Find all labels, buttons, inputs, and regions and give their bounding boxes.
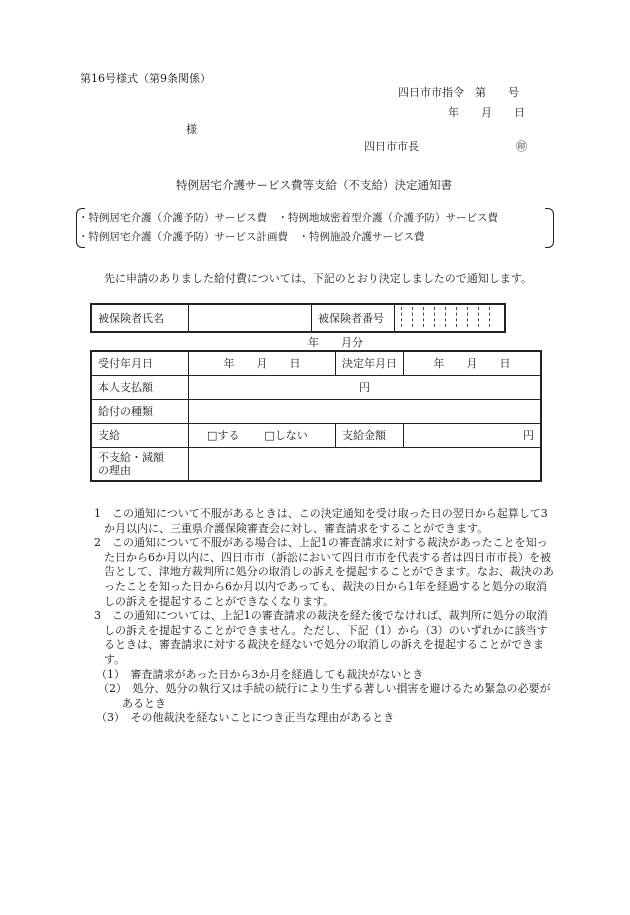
received-date-value[interactable]: 年 月 日: [189, 351, 336, 375]
subnote-3: （3） その他裁決を経ないことにつき正当な理由があるとき: [96, 711, 395, 725]
payment-options[interactable]: [189, 423, 336, 447]
benefit-type-field[interactable]: [189, 399, 542, 423]
insured-name-field[interactable]: [189, 304, 312, 332]
received-date-label: 受付年月日: [91, 351, 189, 375]
subnote-1: （1） 審査請求があった日から3か月を経過しても裁決がないとき: [96, 667, 424, 681]
option-no-pay[interactable]: □しない: [264, 429, 308, 442]
insured-table: [90, 303, 506, 333]
subnote-2: （2） 処分、処分の執行又は手続の続行により生ずる著しい損害を避けるため緊急の必要があるとき: [98, 682, 551, 710]
benefit-type-label: 給付の種類: [91, 399, 189, 423]
right-bracket: [545, 208, 554, 248]
decision-date-label: 決定年月日: [336, 351, 404, 375]
form-number: 第16号様式（第9条関係）: [80, 72, 211, 85]
payment-label: 支給: [91, 423, 189, 447]
intro-text: 先に申請のありました給付費については、下記のとおり決定しましたので通知します。: [104, 272, 532, 285]
insured-number-label: 被保険者番号: [312, 304, 395, 332]
insured-number-field[interactable]: [395, 304, 506, 332]
payment-amount-label: 支給金額: [336, 423, 404, 447]
recipient-suffix: 様: [186, 123, 197, 136]
issue-date: 年 月 日: [448, 106, 525, 119]
insured-name-label: 被保険者氏名: [91, 304, 189, 332]
service-list-line1: ・特例居宅介護（介護予防）サービス費 ・特例地域密着型介護（介護予防）サービス費: [78, 212, 498, 224]
service-list-line2: ・特例居宅介護（介護予防）サービス計画費 ・特例施設介護サービス費: [78, 231, 425, 243]
note-2: 2 この通知について不服がある場合は、上記1の審査請求に対する裁決があったことを知った日から6か月以内に、四日市市（訴訟において四日市市を代表する者は四日市市長）を被告として、津地方裁判所に処分の取消しの訴えを提起することができます。なお、裁決のあったことを知った日から6か月以内であっても、裁決の日から1年を経過すると処分の取消しの訴えを提起することができなくなります。: [94, 536, 554, 608]
seal-mark: ㊞: [516, 140, 527, 153]
notes-section: [94, 507, 556, 726]
document-number: 四日市市指令 第 号: [398, 86, 519, 99]
decision-date-value[interactable]: 年 月 日: [404, 351, 542, 375]
self-pay-label: 本人支払額: [91, 375, 189, 399]
decision-table: [90, 350, 542, 482]
issuer-name: 四日市市長: [364, 140, 419, 153]
option-pay[interactable]: □する: [207, 429, 240, 442]
reason-label: 不支給・減額 の理由: [91, 447, 189, 481]
reason-field[interactable]: [189, 447, 542, 481]
payment-amount-unit[interactable]: 円: [404, 423, 542, 447]
self-pay-unit[interactable]: 円: [189, 375, 542, 399]
service-period: 年 月分: [308, 336, 363, 349]
note-3: 3 この通知については、上記1の審査請求の裁決を経た後でなければ、裁判所に処分の取消しの訴えを提起することができません。ただし、下記（1）から（3）のいずれかに該当するときは、審査請求に対する裁決を経ないで処分の取消しの訴えを提起することができます。: [94, 609, 548, 666]
document-title: 特例居宅介護サービス費等支給（不支給）決定通知書: [176, 178, 452, 192]
note-1: 1 この通知について不服があるときは、この決定通知を受け取った日の翌日から起算して3か月以内に、三重県介護保険審査会に対し、審査請求をすることができます。: [94, 507, 548, 535]
